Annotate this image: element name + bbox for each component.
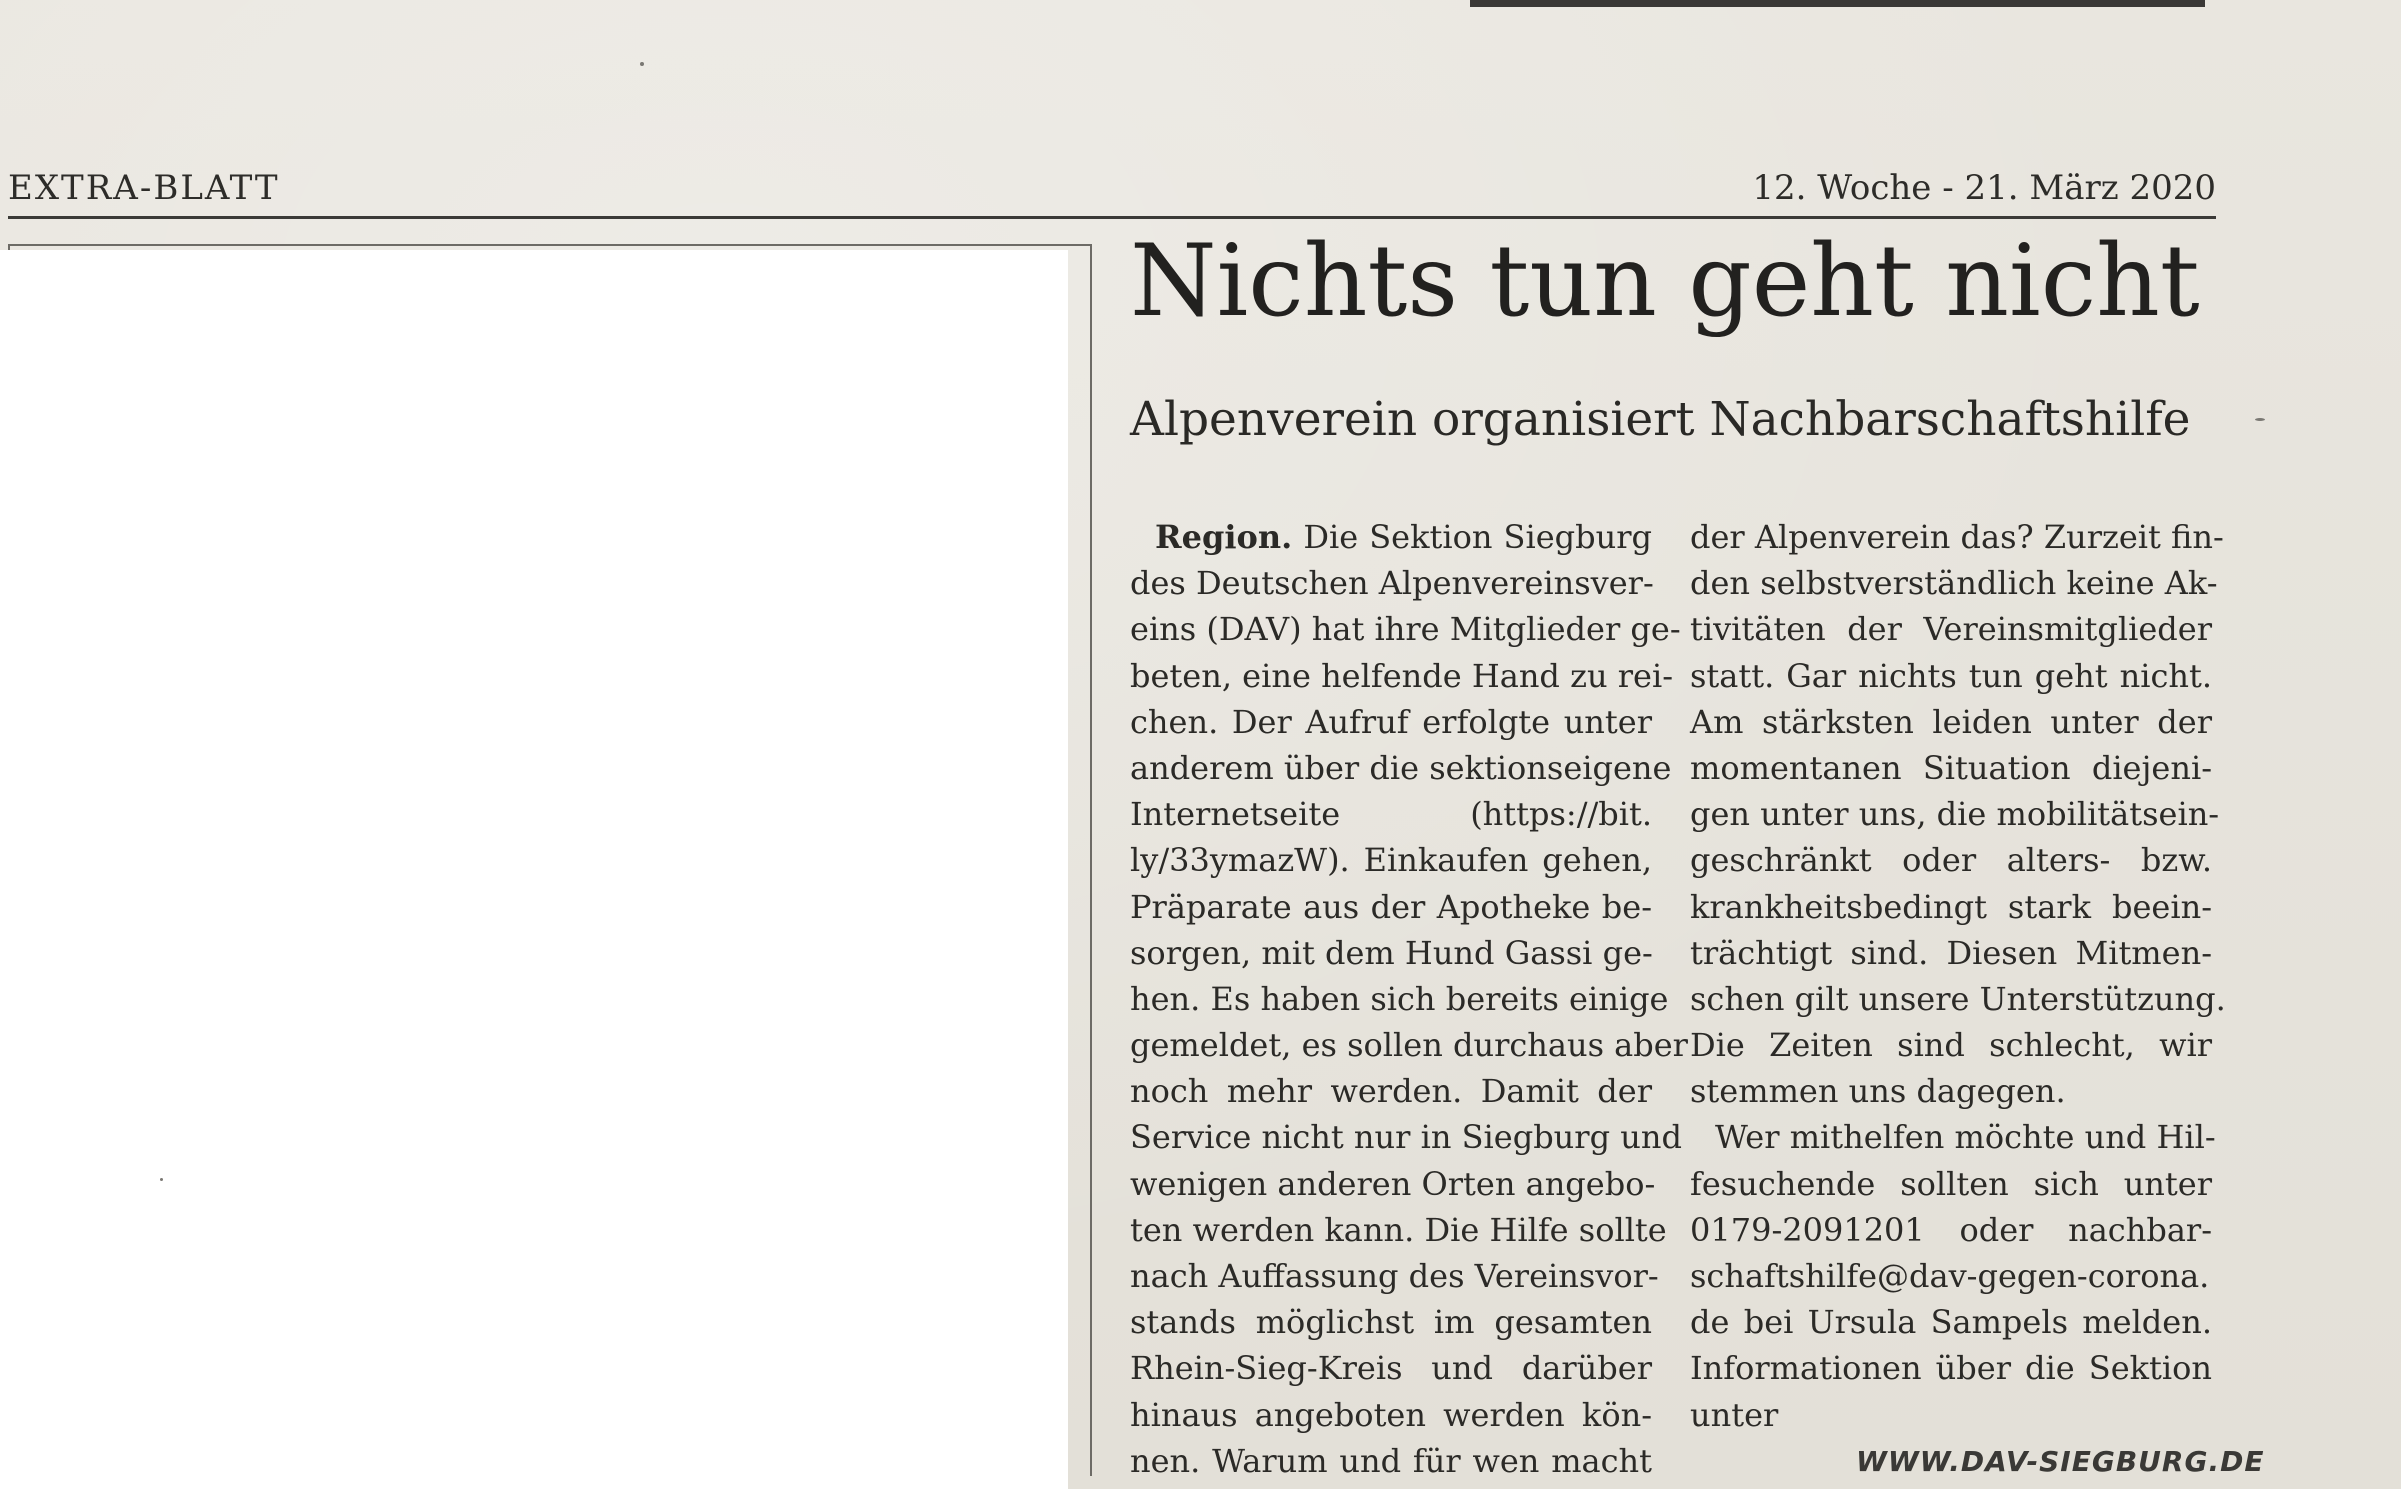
article-line: schaftshilfe@dav-gegen-corona. (1690, 1257, 2210, 1295)
article-line: wenigen anderen Orten angebo- (1130, 1164, 1656, 1203)
article-line: nen. Warum und für wen macht (1130, 1441, 1652, 1480)
article-line: Präparate aus der Apotheke be- (1130, 887, 1652, 926)
article-line: de bei Ursula Sampels melden. (1690, 1303, 2212, 1342)
newspaper-name: EXTRA-BLATT (8, 168, 280, 208)
article-line: stands möglichst im gesamten (1130, 1303, 1652, 1342)
article-line: geschränkt oder alters- bzw. (1690, 841, 2212, 880)
article-line: gemeldet, es sollen durchaus aber (1130, 1026, 1688, 1065)
article-line: hinaus angeboten werden kön- (1130, 1395, 1652, 1434)
article-line: tivitäten der Vereinsmitglieder (1690, 610, 2212, 649)
article-line: chen. Der Aufruf erfolgte unter (1130, 702, 1652, 741)
article-line (1130, 514, 1652, 560)
lead-word: Region. (1155, 518, 1293, 556)
header-rule (8, 216, 2216, 219)
article-line: Am stärksten leiden unter der (1690, 702, 2212, 741)
article-line: ly/33ymazW). Einkaufen gehen, (1130, 841, 1652, 880)
article-line: krankheitsbedingt stark beein- (1690, 887, 2212, 926)
article-line: eins (DAV) hat ihre Mitglieder ge- (1130, 610, 1681, 649)
article-line: Die Zeiten sind schlecht, wir (1690, 1026, 2212, 1065)
issue-date: 12. Woche - 21. März 2020 (1752, 168, 2216, 208)
article-line: unter (1690, 1395, 1779, 1434)
article-line: noch mehr werden. Damit der (1130, 1072, 1652, 1111)
article-line: momentanen Situation diejeni- (1690, 748, 2212, 787)
article-line: stemmen uns dagegen. (1690, 1072, 2066, 1111)
top-edge-strip (1470, 0, 2205, 7)
article-line: Internetseite (https://bit. (1130, 795, 1652, 834)
article-line: den selbstverständlich keine Ak- (1690, 564, 2218, 603)
article-subheadline: Alpenverein organisiert Nachbarschaftshilfe (1130, 392, 2191, 447)
paper-speck (640, 62, 644, 66)
article-line: gen unter uns, die mobilitätsein- (1690, 795, 2220, 834)
article-line: Rhein-Sieg-Kreis und darüber (1130, 1349, 1652, 1388)
article-line: des Deutschen Alpenvereinsver- (1130, 564, 1654, 603)
paper-speck (160, 1178, 163, 1181)
blank-cover-patch (0, 250, 1068, 1489)
article-line: 0179-2091201 oder nachbar- (1690, 1210, 2212, 1249)
article-line: Informationen über die Sektion (1690, 1349, 2212, 1388)
article-line: schen gilt unsere Unterstützung. (1690, 979, 2226, 1018)
article-line: sorgen, mit dem Hund Gassi ge- (1130, 933, 1653, 972)
article-line: hen. Es haben sich bereits einige (1130, 979, 1669, 1018)
article-line: Wer mithelfen möchte und Hil- (1715, 1118, 2216, 1157)
article-line-text: Die Sektion Siegburg (1292, 518, 1652, 556)
article-line: ten werden kann. Die Hilfe sollte (1130, 1210, 1667, 1249)
article-headline: Nichts tun geht nicht (1130, 224, 2200, 339)
article-line: beten, eine helfende Hand zu rei- (1130, 656, 1673, 695)
paper-speck (2255, 418, 2265, 421)
article-column-1 (1130, 514, 1688, 1484)
article-line: nach Auffassung des Vereinsvor- (1130, 1257, 1659, 1295)
article-column-2 (1690, 514, 2226, 1438)
article-line: Service nicht nur in Siegburg und (1130, 1118, 1682, 1157)
article-line: trächtigt sind. Diesen Mitmen- (1690, 933, 2212, 972)
page-header (8, 168, 2216, 212)
article-line: der Alpenverein das? Zurzeit fin- (1690, 518, 2224, 556)
article-line: statt. Gar nichts tun geht nicht. (1690, 656, 2212, 695)
article-line: anderem über die sektionseigene (1130, 748, 1672, 787)
article-line: fesuchende sollten sich unter (1690, 1164, 2212, 1203)
website-link[interactable]: WWW.DAV-SIEGBURG.DE (1856, 1445, 2265, 1478)
